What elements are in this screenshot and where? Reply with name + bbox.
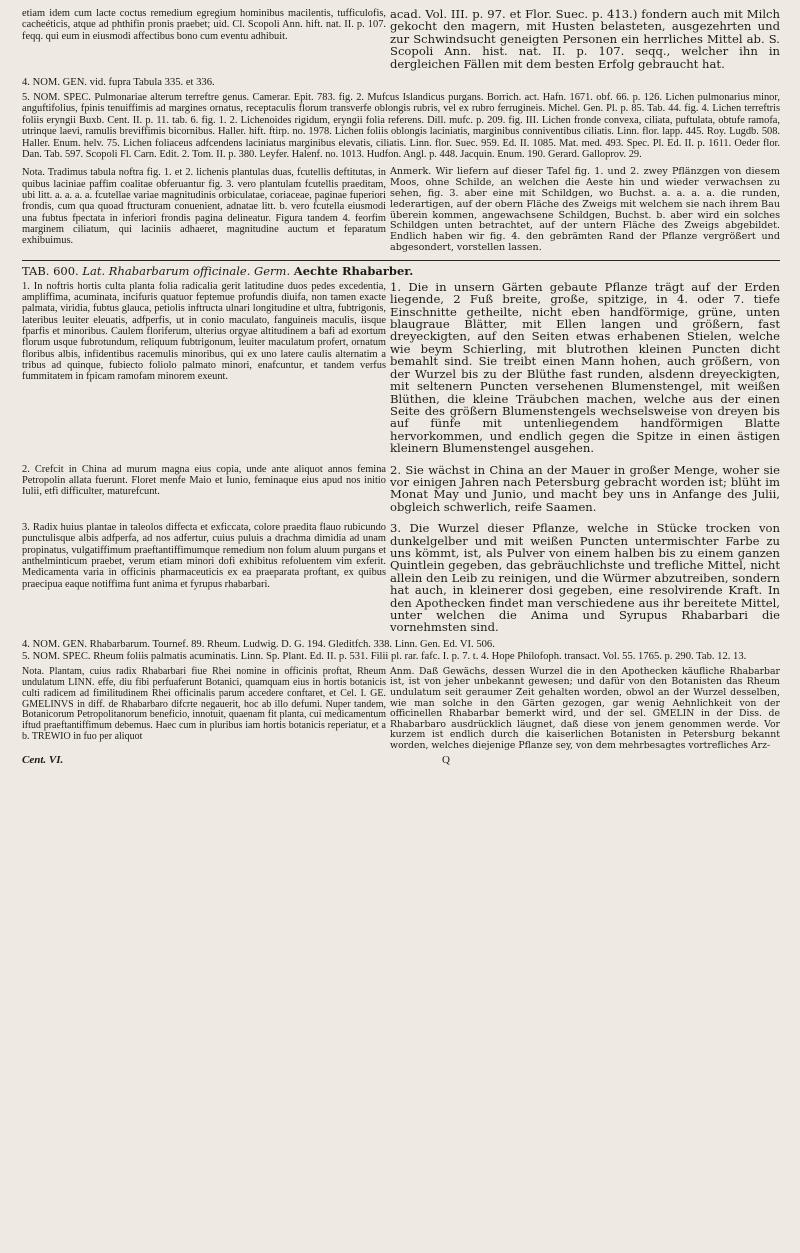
nom-spec-rheum: 5. NOM. SPEC. Rheum foliis palmatis acuminatis. Linn. Sp. Plant. Ed. II. p. 531. Filii pl. rar. fafc. I. p. 7. t. 4. Hope Philofoph. transact. Vol. 55. 1765. p. 290. Tab. 12. 13. <box>22 650 747 662</box>
para2-german: 2. Sie wächst in China an der Mauer in großer Menge, woher sie vor einigen Jahren nach Petersburg gebracht worden ist; blüht im Monat May und Junio, und macht bey uns in Anfange des Julii, obgleich schwerlich, reife Saamen. <box>390 462 780 514</box>
nota-rheum-latin: Nota. Plantam, cuius radix Rhabarbari fiue Rhei nomine in officinis proftat, Rheum undulatum LINN. effe, diu fibi perfuaferunt Botanici, quamquam eius in hortis botanicis culti radicem ad fimilitudinem Rhei officinalis parum accedere conftaret, et Cel. I. GE. GMELINVS in diff. de Rhabarbaro difcrte negauerit, hoc ab illo defumi. Nuper tandem, Botanicorum Petropolitanorum beneficio, innotuit, quaenam fit planta, cui medicamentum iftud praeftantiffimum debemus. Haec cum in pluribus iam hortis botanicis reperiatur, et a b. TREWIO in fuo per aliquot <box>22 665 386 743</box>
intro-block <box>22 8 780 70</box>
para2-latin: 2. Crefcit in China ad murum magna eius copia, unde ante aliquot annos femina Petropolin allata fuerunt. Floret menfe Maio et Iunio, feminaque eius apud nos initio Iulii, etfi difficulter, maturefcunt. <box>22 463 386 498</box>
century-marker: Cent. VI. <box>22 753 64 766</box>
tab-number: TAB. 600. <box>22 263 79 278</box>
para3-block <box>22 522 780 634</box>
para1-block <box>22 281 780 455</box>
nota-lichen-block <box>22 167 780 253</box>
para3-latin: 3. Radix huius plantae in taleolos diffecta et exficcata, colore praedita flauo rubicundo punctulisque albis adfperfa, ad nos adfertur, cuius puluis a drachma dimidia ad unam propinatus, vulgatiffimum praeftantiffimumque remedium non folum aluum purgans et anthelminticum praebet, verum etiam minori dofi exhibitus refoluentem vim exferit. Medicamenta varia in officinis pharmaceuticis ex ea praeparata proftant, ex quibus praecipua eaque notiffima funt anima et fyrupus rhabarbari. <box>22 522 386 590</box>
para3-german: 3. Die Wurzel dieser Pflanze, welche in Stücke trocken von dunkelgelber und mit weißen Puncten untermischter Farbe zu uns kömmt, ist, als Pulver von einem halben bis zu einem ganzen Quintlein gegeben, das gebräuchlichste und trefliche Mittel, nicht allein den Leib zu reinigen, und die Würmer abzutreiben, sondern hat auch, in kleinerer dosi gegeben, eine resolvirende Kraft. In den Apothecken findet man verschiedene aus ihr bereitete Mittel, unter welchen die Anima und Syrupus Rhabarbari die vornehmsten sind. <box>390 521 780 635</box>
tab-latin-name: Lat. Rhabarbarum officinale. <box>82 263 251 278</box>
para1-latin: 1. In noftris hortis culta planta folia radicalia gerit latitudine duos pedes excedentia, ampliffima, acuminata, incifuris quatuor feptemue profundis diuifa, non tamen exacte palmata, viridia, fubtus glauca, petiolis inftructa ulnari longitudine et ultra, fubtrigonis, lateribus leuiter eleuatis, adfperfis, ut in conio maculato, fanguineis maculis, iisque fparfis et minoribus. Caulem floriferum, ulterius orgyae altitudinem a bafi ad exortum florum usque fubrotundum, reliquum fubtrigonum, leuiter maculatum profert, ornatum floribus albis, infidentibus racemulis minoribus, qui ex uno latere caulis alternatim a tribus ad quinque, fubiecto foliolo palmato minori, enafcuntur, et tandem verfus fummitatem in fpicam ramofam minorem exeunt. <box>22 280 386 383</box>
nota-lichen-latin: Nota. Tradimus tabula noftra fig. 1. et 2. lichenis plantulas duas, fcutellis deftitutas, in quibus laciniae paffim coalitae obferuantur fig. 3. vero plantulam fcutellis praeditam, ubi litt. a. a. a. a. fcutellae variae magnitudinis orbiculatae, coriaceae, paginae fuperiori frondis, cum qua quoad ftructuram conuenient, adnatae litt. b. vero fcutella eiusmodi una fubtus fpectata in inferiori frondis pagina delineatur. Figura tandem 4. feorfim marginem ciliatum, qui laciniis adhaeret, magnitudine auctum et feparatum exhibuimus. <box>22 167 386 247</box>
nom-spec-lichen: 5. NOM. SPEC. Pulmonariae alterum terreftre genus. Camerar. Epit. 783. fig. 2. Mufcus Islandicus purgans. Borrich. act. Hafn. 1671. obf. 66. p. 126. Lichen pulmonarius minor, anguftifolius, fpinis tenuiffimis ad margines ornatus, receptaculis florum transverfe oblongis rubris, vel ex rubro ferrugineis. Michel. Gen. Pl. p. 85. Tab. 44. fig. 4. Lichen terreftris foliis eryngii Buxb. Cent. II. p. 11. tab. 6. fig. 1. 2. Lichenoides rigidum, eryngii folia referens. Dill. mufc. p. 209. fig. III. Lichen fronde convexa, ciliata, puftulata, obtufe ramofa, utrinque laevi, ramulis breviffimis bicornibus. Haller. hift. ftirp. no. 1978. Lichen foliis oblongis laciniatis, marginibus conniventibus ciliatis. Linn. flor. lapp. 445. Roy. Lugdb. 508. Haller. Enum. helv. 75. Lichen foliaceus adfcendens laciniatus marginibus elevatis, ciliatis. Linn. flor. Suec. 959. Ed. II. 1085. Mat. med. 493. Spec. Pl. Ed. II. p. 1611. Oeder flor. Dan. Tab. 597. Scopoli Fl. Carn. Edit. 2. Tom. II. p. 380. Leyfer. Halenf. no. 1013. Hudfon. Angl. p. 448. Jacquin. Enum. 190. Gerard. Galloprov. 29. <box>22 92 780 161</box>
tab-heading <box>22 264 780 278</box>
intro-latin: etiam idem cum lacte coctus remedium egregium hominibus macilentis, tufficulofis, cacheéticis, atque ad phthifin pronis praebet; uid. Cl. Scopoli Ann. hift. nat. II. p. 107. feqq. qui eum in eiusmodi affectibus bono cum eventu adhibuit. <box>22 8 386 42</box>
tab-german-label: Germ. <box>254 263 291 278</box>
nota-rheum-block <box>22 667 780 752</box>
section-divider <box>22 260 780 261</box>
signature-mark: Q <box>442 753 450 766</box>
tab-german-name: Aechte Rhabarber. <box>293 263 414 278</box>
page-footer <box>22 754 780 766</box>
nota-lichen-german: Anmerk. Wir liefern auf dieser Tafel fig. 1. und 2. zwey Pflänzgen von diesem Moos, ohne Schilde, an welchen die Aeste hin und wieder verwachsen zu sehen, fig. 3. aber eine mit Schildgen, wo Buchst. a. a. a. a. die runden, lederartigen, auf der obern Fläche des Zweigs mit welchem sie nach ihrem Bau überein kommen, angewachsene Schildgen, Buchst. b. aber wird ein solches Schildgen unten betrachtet, auf der untern Fläche des Zweigs abgebildet. Endlich haben wir fig. 4. den gebrämten Rand der Pflanze vergrößert und abgesondert, vorstellen lassen. <box>390 166 780 254</box>
nota-rheum-german: Anm. Daß Gewächs, dessen Wurzel die in den Apothecken käufliche Rhabarbar ist, ist von jeher unbekannt gewesen; und dafür von den Botanisten das Rheum undulatum seit geraumer Zeit gehalten worden, obwol an der Wurzel desselben, wie man solche in den Gärten gezogen, gar wenig Aehnlichkeit von der officinellen Rhabarbar bemerkt wird, und der sel. GMELIN in der Diss. de Rhabarbaro ausdrücklich läugnet, daß diese von jenem genommen werde. Vor kurzem ist endlich durch die kaiserlichen Botanisten in Petersburg bekannt worden, welches diejenige Pflanze sey, von dem mehrbesagtes vortrefliches Arz- <box>390 665 780 751</box>
para1-german: 1. Die in unsern Gärten gebaute Pflanze trägt auf der Erden liegende, 2 Fuß breite, große, spitzige, in 4. oder 7. tiefe Einschnitte getheilte, nicht eben handförmige, grüne, unten blaugraue Blätter, mit Ellen langen und größern, fast dreyeckigten, auf den Seiten etwas erhabenen Stielen, welche wie beym Schierling, mit blutrothen kleinen Puncten dicht bemahlt sind. Sie treibt einen Mann hohen, auch größern, von der Wurzel bis zu der Blüthe fast runden, alsdenn dreyeckigten, mit seltenern Puncten versehenen Blumenstengel, mit weißen Blüthen, die kleine Träubchen machen, welche aus der einen Seite des größern Blumenstengels wechselsweise von dreyen bis auf fünfe mit untenliegendem handförmigen Blatte hervorkommen, und endlich gegen die Spitze in einen ästigen kleinern Blumenstengel ausgehen. <box>390 279 780 456</box>
para2-block <box>22 464 780 514</box>
nom-gen-rhabarbarum: 4. NOM. GEN. Rhabarbarum. Tournef. 89. Rheum. Ludwig. D. G. 194. Gleditfch. 338. Linn. Gen. Ed. VI. 506. <box>22 638 495 650</box>
intro-german: acad. Vol. III. p. 97. et Flor. Suec. p. 413.) fondern auch mit Milch gekocht den magern, mit Husten belasteten, ausgezehrten und zur Schwindsucht geneigten Personen ein herrliches Mittel ab. S. Scopoli Ann. hist. nat. II. p. 107. seqq., welcher ihn in dergleichen Fällen mit dem besten Erfolg gebraucht hat. <box>390 7 780 71</box>
nom-gen-heading: 4. NOM. GEN. vid. fupra Tabula 335. et 336. <box>22 77 215 89</box>
